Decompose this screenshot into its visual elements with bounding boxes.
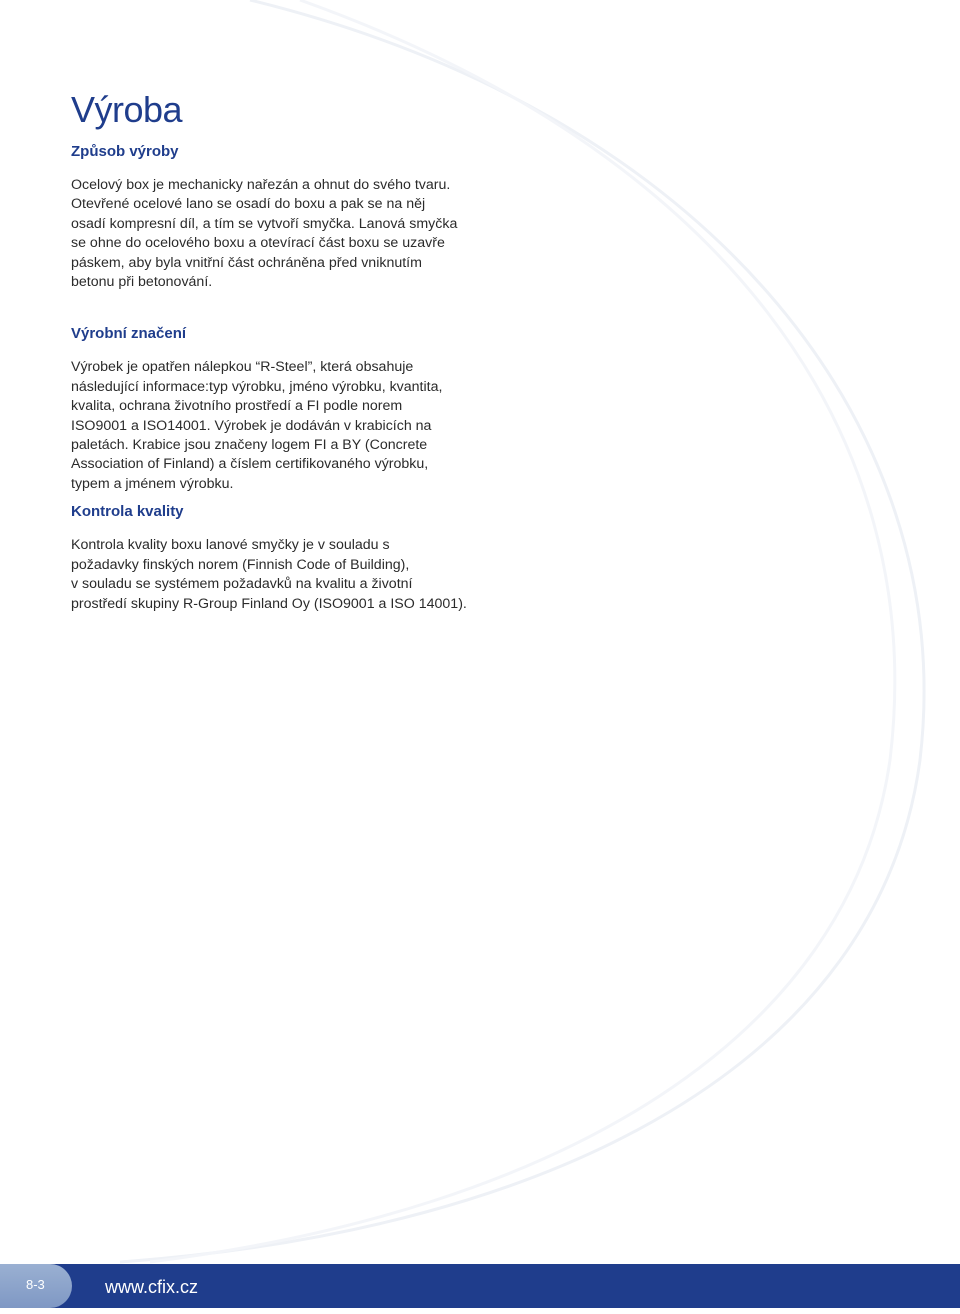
text-line: se ohne do ocelového boxu a otevírací část boxu se uzavře [71,235,445,252]
text-line: kvalita, ochrana životního prostředí a FI podle norem [71,398,403,415]
text-line: paletách. Krabice jsou značeny logem FI a BY (Concrete [71,437,428,454]
website-link[interactable]: www.cfix.cz [105,1277,199,1297]
text-line: Association of Finland) a číslem certifikovaného výrobku, [71,456,429,473]
text-line: páskem, aby byla vnitřní část ochráněna před vniknutím [71,254,422,271]
section-heading-marking: Výrobní značení [71,325,187,343]
paragraph-marking [71,358,511,494]
page-number-tab [0,1264,72,1308]
paragraph-method [71,176,511,292]
section-heading-method: Způsob výroby [71,143,179,160]
section-heading-quality: Kontrola kvality [71,503,184,521]
text-line: Výrobek je opatřen nálepkou “R-Steel”, která obsahuje [71,359,414,376]
text-line: Otevřené ocelové lano se osadí do boxu a pak se na něj [71,196,426,213]
page-title: Výroba [71,89,183,130]
text-line: Ocelový box je mechanicky nařezán a ohnut do svého tvaru. [71,177,451,193]
text-line: požadavky finských norem (Finnish Code of Building), [71,556,410,573]
text-line: osadí kompresní díl, a tím se vytvoří smyčka. Lanová smyčka [71,215,458,232]
text-line: ISO9001 a ISO14001. Výrobek je dodáván v krabicích na [71,417,432,434]
text-line: typem a jménem výrobku. [71,475,234,492]
footer-bar [0,1264,960,1308]
page-content [71,88,511,614]
text-line: v souladu se systémem požadavků na kvalitu a životní [71,576,413,593]
paragraph-quality [71,536,511,614]
text-line: následující informace:typ výrobku, jméno výrobku, kvantita, [71,378,443,395]
page-number: 8-3 [26,1277,45,1292]
text-line: prostředí skupiny R-Group Finland Oy (ISO9001 a ISO 14001). [71,595,467,612]
text-line: betonu při betonování. [71,274,213,291]
text-line: Kontrola kvality boxu lanové smyčky je v souladu s [71,537,390,554]
